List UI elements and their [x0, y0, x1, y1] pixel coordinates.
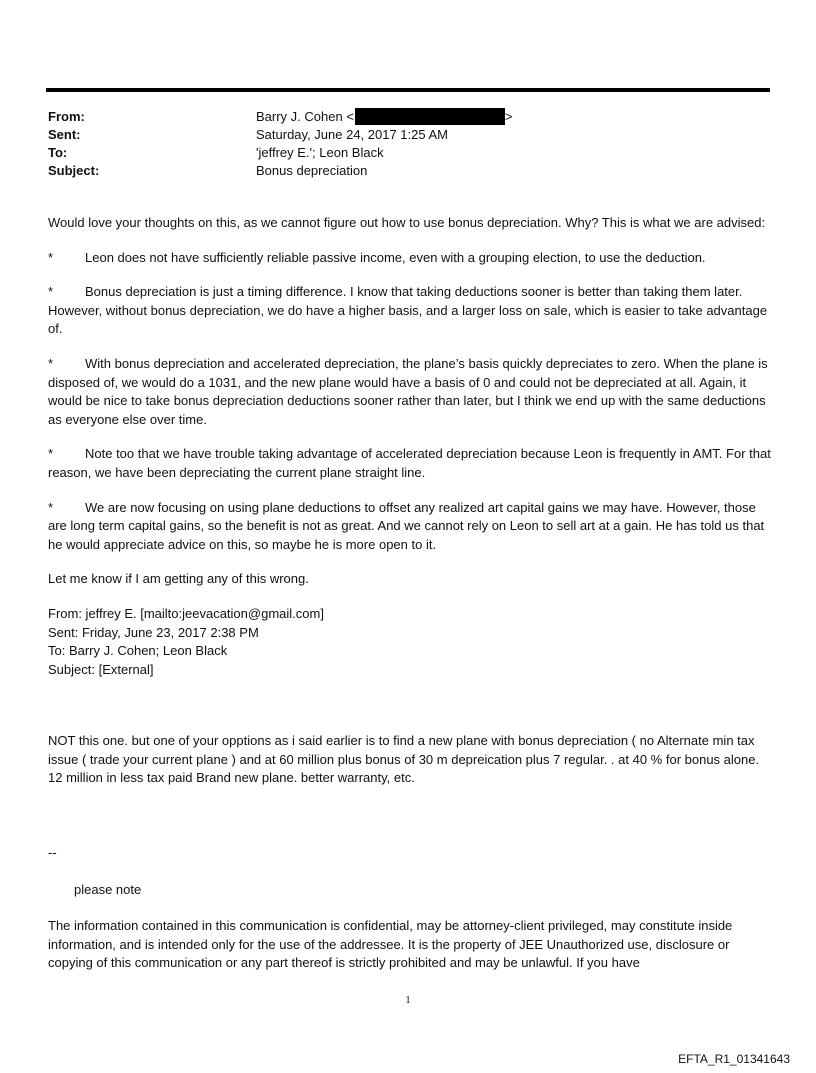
bullet-marker: * — [48, 355, 54, 371]
from-name: Barry J. Cohen < — [256, 109, 354, 124]
bullet-text: We are now focusing on using plane deductions to offset any realized art capital gains we may have. However, those are long term capital gains, so the benefit is not as great. And we cannot rely on Leon to sell art at a gain. He has told us that he would appreciate advice on this, so maybe he is more open to it. — [48, 499, 765, 552]
bullet-paragraph — [48, 249, 774, 268]
to-label: To: — [48, 145, 68, 160]
subject-label: Subject: — [48, 163, 100, 178]
bullet-text: Bonus depreciation is just a timing difference. I know that taking deductions sooner is better than taking them later. However, without bonus depreciation, we do have a higher basis, and a larger loss on sale, which is easier to take advantage of. — [48, 284, 768, 337]
document-id: EFTA_R1_01341643 — [678, 1052, 790, 1066]
please-note: please note — [74, 881, 142, 897]
from-value — [256, 108, 513, 126]
quoted-header — [48, 605, 774, 679]
page-number: 1 — [405, 994, 411, 1006]
from-label: From: — [48, 109, 85, 124]
bullet-marker: * — [48, 499, 54, 515]
bullet-text: Note too that we have trouble taking advantage of accelerated depreciation because Leon is frequently in AMT. For that reason, we have been depreciating the current plane straight line. — [48, 446, 771, 480]
bullet-marker: * — [48, 249, 54, 265]
to-value: 'jeffrey E.'; Leon Black — [256, 145, 384, 160]
quoted-message: NOT this one. but one of your opptions as i said earlier is to find a new plane with bonus depreciation ( no Alternate min tax issue ( trade your current plane ) and at 60 million plus bonus of 30 m depreication plus 7 regular. . at 40 % for bonus alone. 12 million in less tax paid Brand new plane. better warranty, etc. — [48, 733, 760, 786]
quoted-from: From: jeffrey E. [mailto:jeevacation@gmail.com] — [48, 605, 324, 621]
disclaimer: The information contained in this communication is confidential, may be attorney-client privileged, may constitute inside information, and is intended only for the use of the addressee. It is the property of JEE Unauthorized use, disclosure or copying of this communication or any part thereof is strictly prohibited and may be unlawful. If you have — [48, 918, 733, 971]
redaction-box — [355, 108, 505, 125]
bullet-paragraph — [48, 355, 774, 429]
email-body — [48, 214, 774, 989]
bullet-text: Leon does not have sufficiently reliable passive income, even with a grouping election, to use the deduction. — [85, 249, 706, 265]
bullet-marker: * — [48, 284, 54, 300]
quoted-subject: Subject: [External] — [48, 661, 154, 677]
sent-label: Sent: — [48, 127, 81, 142]
signature-separator: -- — [48, 845, 57, 861]
bullet-text: With bonus depreciation and accelerated depreciation, the plane’s basis quickly depreciates to zero. When the plane is disposed of, we would do a 1031, and the new plane would have a basis of 0 and could not be depreciated at all. Again, it would be nice to take bonus depreciation deductions sooner rather than later, but I think we end up with the same deductions as everyone else over time. — [48, 355, 768, 427]
quoted-to: To: Barry J. Cohen; Leon Black — [48, 643, 228, 659]
bullet-paragraph — [48, 445, 774, 482]
bullet-paragraph — [48, 283, 774, 339]
sent-value: Saturday, June 24, 2017 1:25 AM — [256, 127, 449, 142]
closing-paragraph: Let me know if I am getting any of this wrong. — [48, 571, 309, 587]
bullet-paragraph — [48, 499, 774, 555]
subject-value: Bonus depreciation — [256, 163, 368, 178]
from-tail: > — [504, 109, 513, 124]
quoted-sent: Sent: Friday, June 23, 2017 2:38 PM — [48, 624, 259, 640]
header-divider — [46, 88, 770, 92]
bullet-marker: * — [48, 446, 54, 462]
intro-paragraph: Would love your thoughts on this, as we cannot figure out how to use bonus depreciation. Why? This is what we are advised: — [48, 215, 766, 230]
